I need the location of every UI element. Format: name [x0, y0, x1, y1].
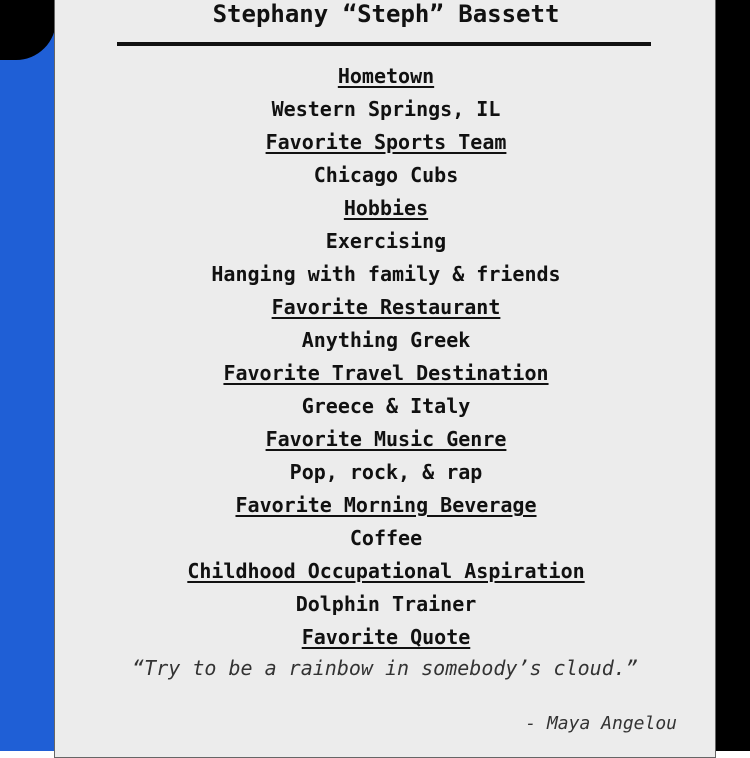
value-hometown: Western Springs, IL [271, 97, 501, 121]
heading-sports-team: Favorite Sports Team [265, 130, 507, 154]
value-occupational-aspiration: Dolphin Trainer [295, 592, 477, 616]
background-blue-edge [0, 0, 56, 751]
value-travel-destination: Greece & Italy [301, 394, 471, 418]
heading-hometown: Hometown [337, 64, 435, 88]
quote-text: “Try to be a rainbow in somebody’s cloud.” [132, 656, 638, 680]
value-restaurant: Anything Greek [301, 328, 471, 352]
page-title: Stephany “Steph” Bassett [212, 0, 560, 28]
profile-card [54, 0, 716, 758]
heading-music-genre: Favorite Music Genre [265, 427, 507, 451]
heading-restaurant: Favorite Restaurant [271, 295, 501, 319]
heading-hobbies: Hobbies [343, 196, 429, 220]
value-morning-beverage: Coffee [349, 526, 423, 550]
title-divider [117, 42, 651, 46]
quote-attribution: - Maya Angelou [525, 713, 677, 734]
value-music-genre: Pop, rock, & rap [289, 460, 483, 484]
value-sports-team: Chicago Cubs [313, 163, 459, 187]
background-black-edge [716, 0, 750, 751]
heading-morning-beverage: Favorite Morning Beverage [235, 493, 537, 517]
heading-travel-destination: Favorite Travel Destination [223, 361, 549, 385]
heading-occupational-aspiration: Childhood Occupational Aspiration [187, 559, 585, 583]
value-hobbies-1: Exercising [325, 229, 447, 253]
heading-favorite-quote: Favorite Quote [301, 625, 471, 649]
value-hobbies-2: Hanging with family & friends [211, 262, 561, 286]
entries-list [55, 60, 717, 654]
